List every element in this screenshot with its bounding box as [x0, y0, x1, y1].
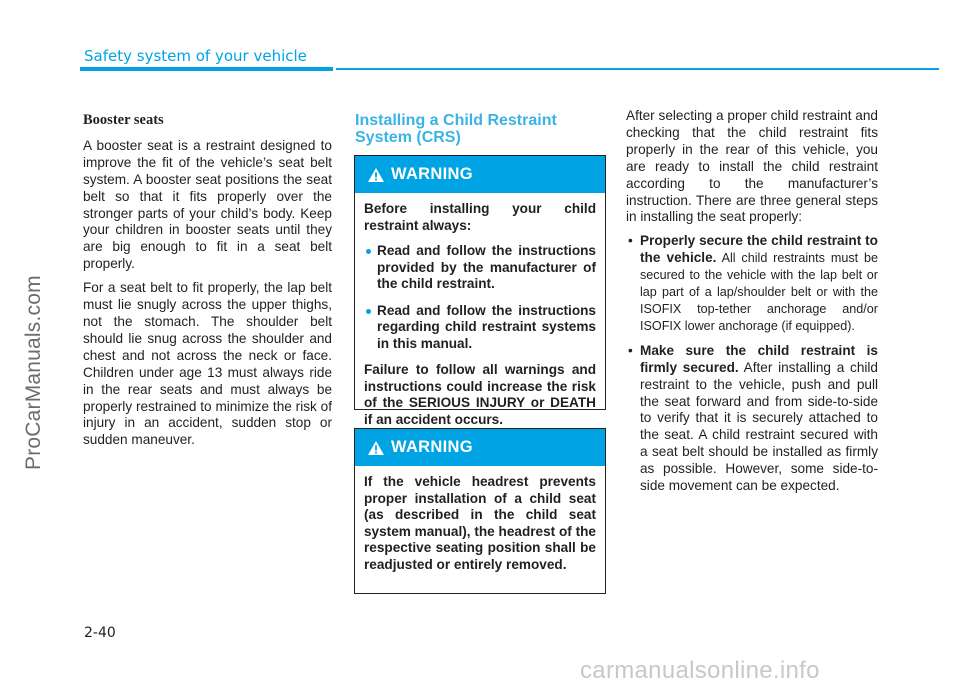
column-booster-seats [83, 108, 332, 456]
install-step-item [626, 343, 878, 495]
booster-seats-heading: Booster seats [83, 112, 164, 128]
install-step-text: After installing a child restraint to the vehicle, push and pull the seat forward and from side-to-side to verify that it is securely attached to the seat. A child restraint secured with a seat belt should be installed as firmly as possible. However, some side-to-side movement can be expected. [640, 359, 878, 494]
warning-header [355, 156, 605, 193]
warning-body [355, 193, 605, 428]
warning-body [355, 466, 605, 573]
header-rule-thick [80, 67, 333, 71]
crs-section-title: Installing a Child Restraint System (CRS) [355, 112, 557, 146]
warning-list-item: Read and follow the instructions provided by the manufacturer of the child restraint. [364, 243, 596, 293]
install-intro: After selecting a proper child restraint and checking that the child restraint fits properly in the rear of this vehicle, you are ready to install the child restraint according to the manufacturer’s instruction. There are three general steps in installing the seat properly: [626, 108, 878, 225]
warning-triangle-icon [368, 168, 384, 182]
warning-header [355, 429, 605, 466]
warning-box-headrest [354, 428, 606, 594]
warning-intro: Before installing your child restraint always: [364, 201, 596, 233]
warning-list [364, 243, 596, 352]
install-step-item [626, 233, 878, 334]
booster-paragraph-2: For a seat belt to fit properly, the lap belt must lie snugly across the upper thighs, not the stomach. The shoulder belt should lie snug across the shoulder and chest and not across the neck or face. Children under age 13 must always ride in the rear seats and must always be properly restrained to minimize the risk of injury in an accident, sudden stop or sudden maneuver. [83, 280, 332, 448]
column-install-steps [626, 108, 878, 503]
warning-list-item: Read and follow the instructions regarding child restraint systems in this manual. [364, 303, 596, 353]
warning-outro: Failure to follow all warnings and instructions could increase the risk of the SERIOUS INJURY or DEATH if an accident occurs. [364, 362, 596, 427]
warning-triangle-icon [368, 441, 384, 455]
footer-site-text: carmanualsonline.info [580, 657, 820, 684]
header-rule-thin [336, 68, 939, 70]
install-step-bold: Properly secure the child restraint to the vehicle. [640, 233, 878, 266]
install-step-text: All child restraints must be secured to the vehicle with the lap belt or lap part of a lap/shoulder belt or with the ISOFIX top-tether anchorage and/or ISOFIX lower anchorage (if equipped). [640, 251, 878, 333]
page-number: 2-40 [84, 625, 116, 641]
warning-label: WARNING [391, 165, 473, 183]
section-title: Safety system of your vehicle [84, 47, 307, 65]
warning-label: WARNING [391, 438, 473, 456]
warning-box-install [354, 155, 606, 427]
watermark-text: ProCarManuals.com [22, 275, 45, 470]
warning-text: If the vehicle headrest prevents proper installation of a child seat (as described in the child seat system manual), the headrest of the respective seating position shall be readjusted or entirely removed. [364, 474, 596, 572]
booster-paragraph-1: A booster seat is a restraint designed to improve the fit of the vehicle’s seat belt system. A booster seat positions the seat belt so that it fits properly over the stronger parts of your child’s body. Keep your children in booster seats until they are big enough to fit in a seat belt properly. [83, 137, 332, 272]
install-step-bold: Make sure the child restraint is firmly secured. [640, 342, 878, 375]
install-steps-list [626, 233, 878, 495]
